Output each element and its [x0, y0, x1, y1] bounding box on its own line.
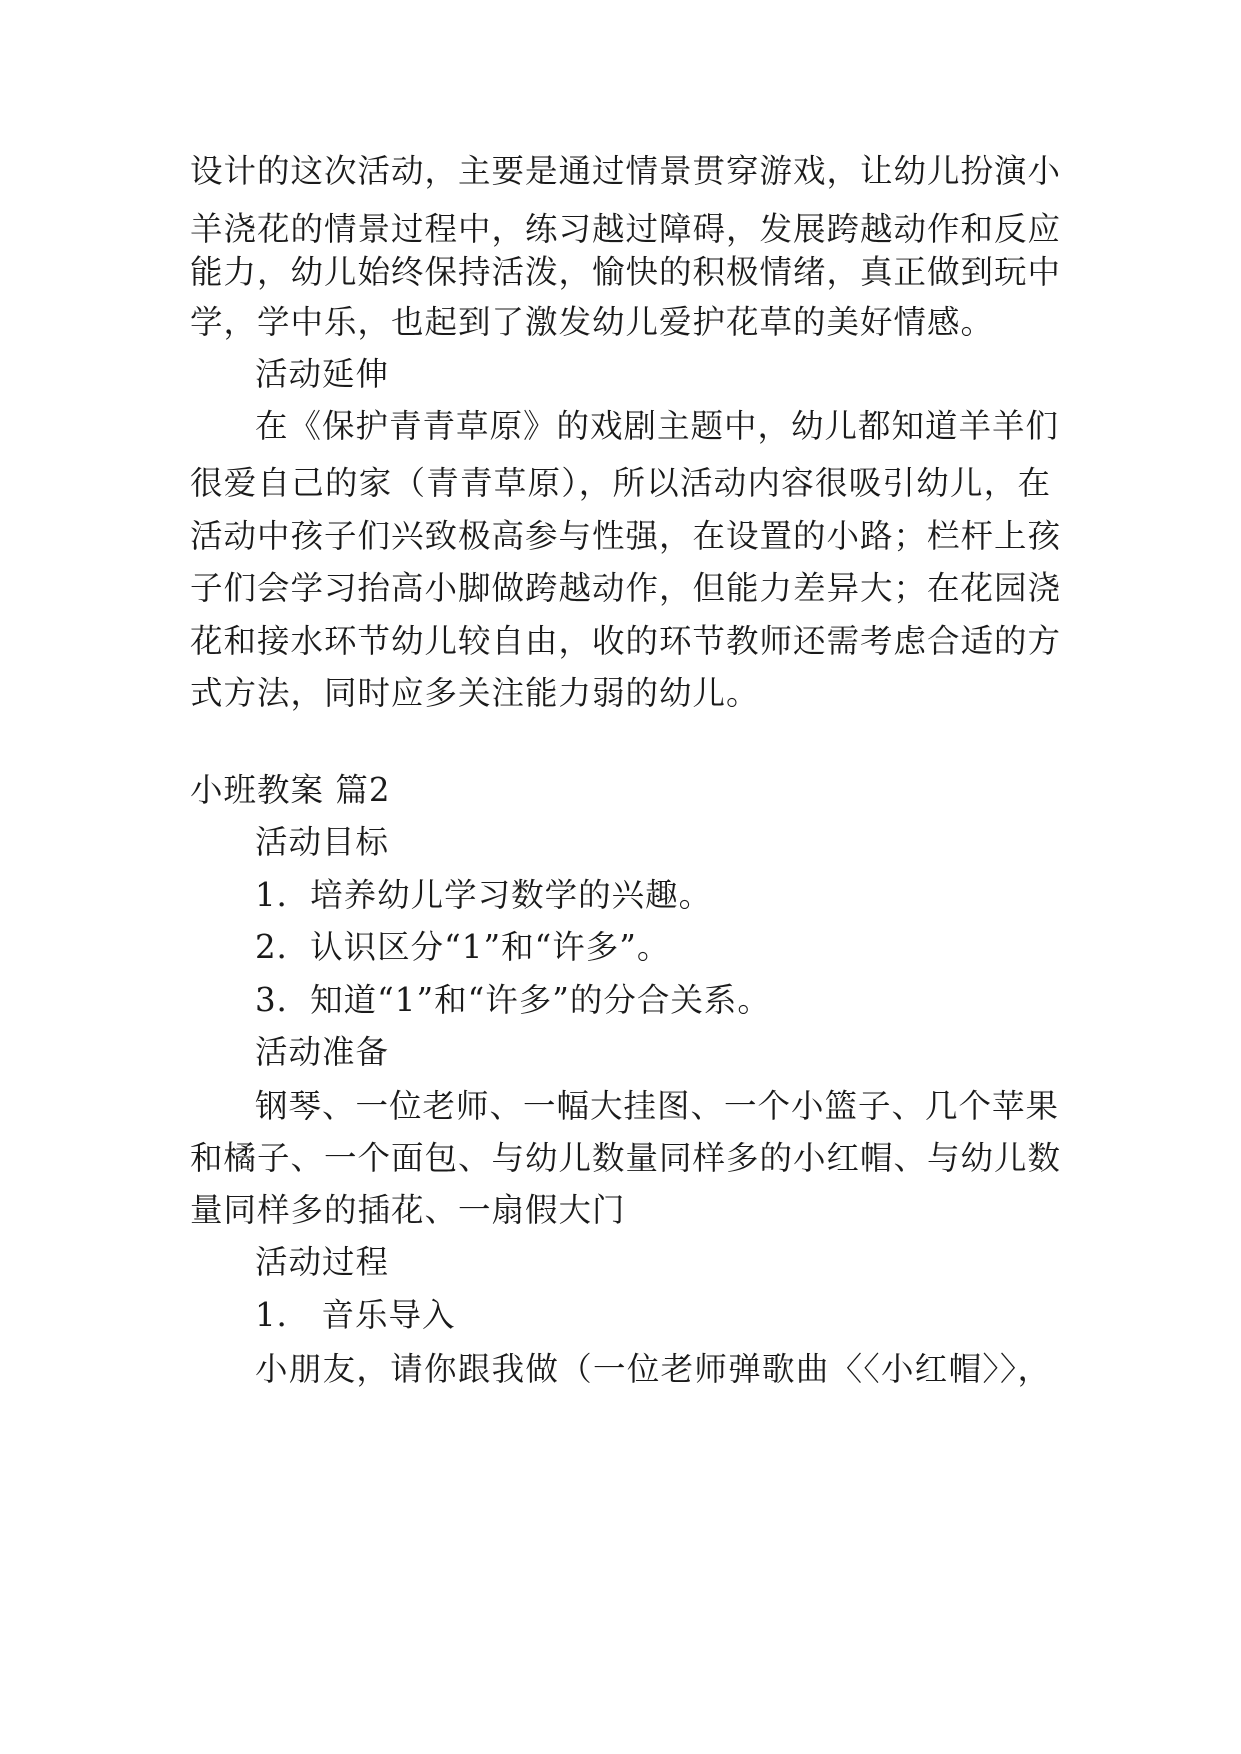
section-heading: 活动延伸: [255, 355, 390, 393]
list-item: 3．知道“1”和“许多”的分合关系。: [255, 981, 771, 1019]
paragraph-line: 小朋友，请你跟我做（一位老师弹歌曲〈〈小红帽〉〉，: [255, 1350, 1051, 1388]
paragraph-line: 活动中孩子们兴致极高参与性强，在设置的小路；栏杆上孩: [190, 517, 1062, 555]
paragraph-line: 学，学中乐，也起到了激发幼儿爱护花草的美好情感。: [190, 303, 995, 341]
paragraph-line: 和橘子、一个面包、与幼儿数量同样多的小红帽、与幼儿数: [190, 1139, 1062, 1177]
list-item: 1．培养幼儿学习数学的兴趣。: [255, 876, 713, 914]
paragraph-line: 羊浇花的情景过程中，练习越过障碍，发展跨越动作和反应: [190, 210, 1062, 248]
paragraph-line: 设计的这次活动，主要是通过情景贯穿游戏，让幼儿扮演小: [190, 152, 1062, 190]
lesson-title: 小班教案 篇2: [190, 771, 391, 809]
paragraph-line: 在《保护青青草原》的戏剧主题中，幼儿都知道羊羊们: [255, 407, 1060, 445]
section-heading: 活动目标: [255, 823, 390, 861]
section-heading: 活动准备: [255, 1033, 390, 1071]
paragraph-line: 能力，幼儿始终保持活泼，愉快的积极情绪，真正做到玩中: [190, 253, 1062, 291]
paragraph-line: 钢琴、一位老师、一幅大挂图、一个小篮子、几个苹果: [255, 1087, 1060, 1125]
section-heading: 活动过程: [255, 1243, 390, 1281]
paragraph-line: 量同样多的插花、一扇假大门: [190, 1191, 626, 1229]
paragraph-line: 子们会学习抬高小脚做跨越动作，但能力差异大；在花园浇: [190, 569, 1062, 607]
paragraph-line: 花和接水环节幼儿较自由，收的环节教师还需考虑合适的方: [190, 622, 1062, 660]
list-item: 2．认识区分“1”和“许多”。: [255, 928, 671, 966]
paragraph-line: 式方法，同时应多关注能力弱的幼儿。: [190, 674, 760, 712]
list-item: 1． 音乐导入: [255, 1296, 456, 1334]
paragraph-line: 很爱自己的家（青青草原），所以活动内容很吸引幼儿，在: [190, 464, 1051, 502]
